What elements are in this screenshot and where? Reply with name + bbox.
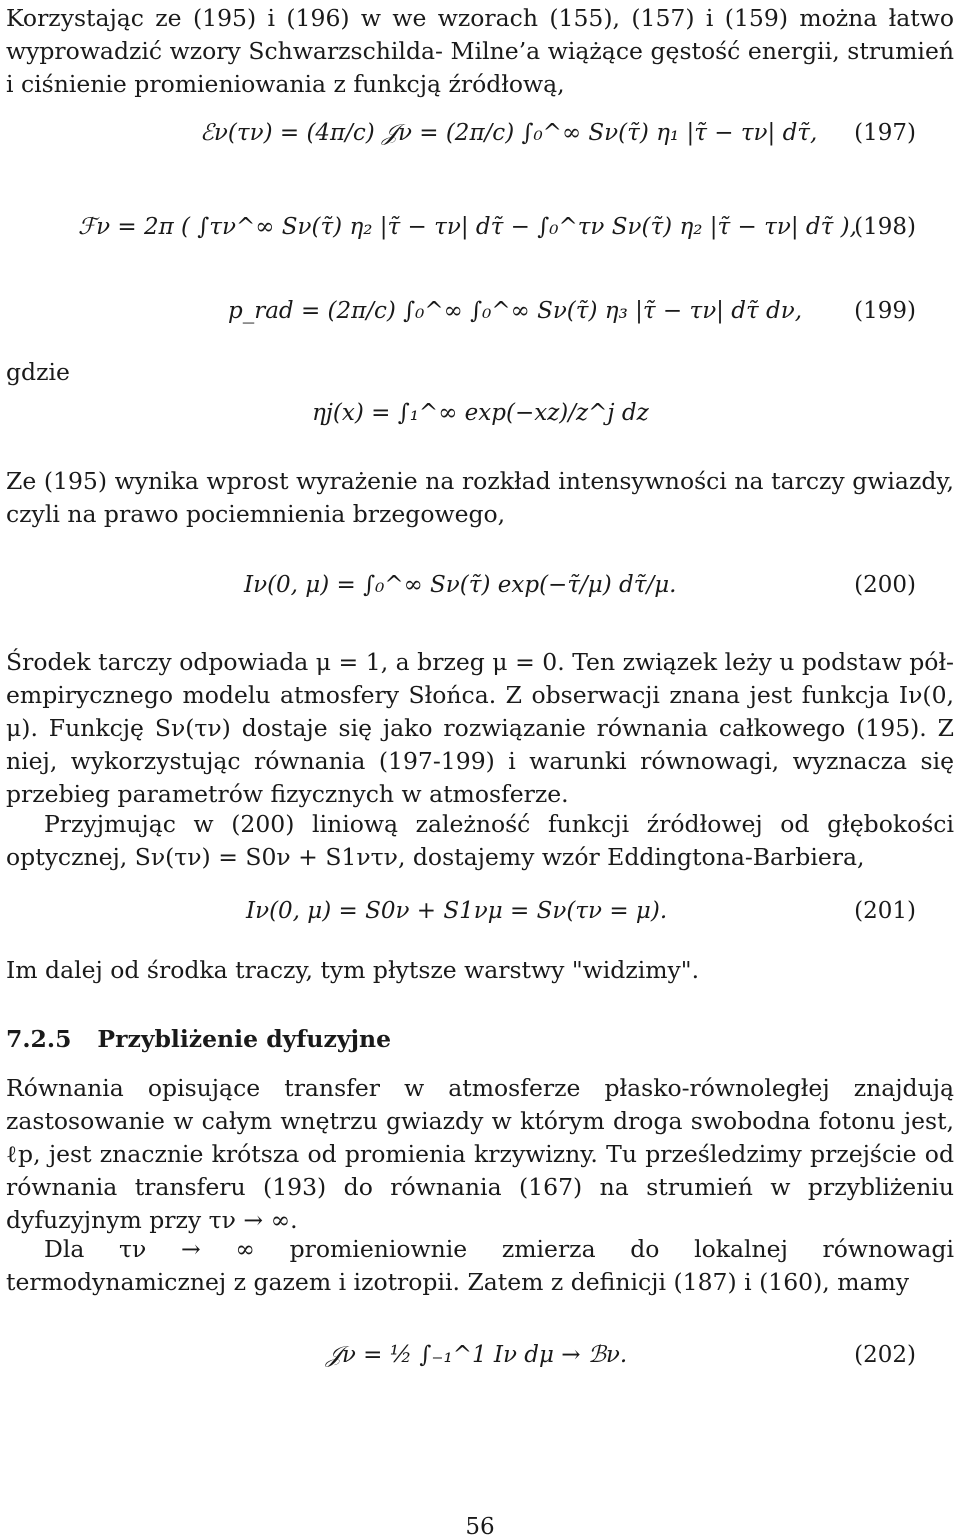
paragraph-limb-darkening: Ze (195) wynika wprost wyrażenie na rozkład intensywności na tarczy gwiazdy, czyli na prawo pociemnienia brzegowego, [6, 467, 954, 528]
page-number: 56 [465, 1514, 495, 1540]
equation-202-body: 𝒥ν = ½ ∫₋₁^1 Iν dμ → ℬν. [326, 1342, 628, 1368]
intro-paragraph: Korzystając ze (195) i (196) w we wzorach (155), (157) i (159) można łatwo wyprowadzić wzory Schwarzschilda- Milne’a wiążące gęstość energii, strumień i ciśnienie promieniowania z funkcją źródłową, [6, 4, 954, 98]
section-number: 7.2.5 [6, 1025, 72, 1053]
paragraph-eddington-barbier: Przyjmując w (200) liniową zależność funkcji źródłowej od głębokości optycznej, Sν(τν) = S0ν + S1ντν, dostajemy wzór Eddingtona-Barbiera, [6, 810, 954, 871]
paragraph-diffusion-intro: Równania opisujące transfer w atmosferze płasko-równoległej znajdują zastosowanie w całym wnętrzu gwiazdy w którym droga swobodna fotonu jest, ℓp, jest znacznie krótsza od promienia krzywizny. Tu prześledzimy przejście od równania transferu (193) do równania (167) na strumień w przybliżeniu dyfuzyjnym przy τν → ∞. [6, 1074, 954, 1234]
equation-202-number: (202) [854, 1342, 916, 1368]
equation-198-number: (198) [854, 214, 916, 240]
equation-199-number: (199) [854, 298, 916, 324]
paragraph-disk-center: Środek tarczy odpowiada μ = 1, a brzeg μ = 0. Ten związek leży u podstaw pół-empirycznego modelu atmosfery Słońca. Z obserwacji znana jest funkcja Iν(0, μ). Funkcję Sν(τν) dostaje się jako rozwiązanie równania całkowego (195). Z niej, wykorzystując równania (197-199) i warunki równowagi, wyznacza się przebieg parametrów fizycznych w atmosferze. [6, 648, 954, 808]
section-heading [6, 1025, 391, 1053]
equation-197-body: ℰν(τν) = (4π/c) 𝒥ν = (2π/c) ∫₀^∞ Sν(τ̃) η₁ |τ̃ − τν| dτ̃, [200, 120, 818, 146]
section-title: Przybliżenie dyfuzyjne [97, 1025, 392, 1053]
equation-198-body: ℱν = 2π ( ∫τν^∞ Sν(τ̃) η₂ |τ̃ − τν| dτ̃ − ∫₀^τν Sν(τ̃) η₂ |τ̃ − τν| dτ̃ ), [78, 214, 857, 240]
equation-201-body: Iν(0, μ) = S0ν + S1νμ = Sν(τν = μ). [246, 898, 668, 924]
paragraph-shallow-layers: Im dalej od środka traczy, tym płytsze warstwy "widzimy". [6, 956, 700, 984]
equation-199-body: p_rad = (2π/c) ∫₀^∞ ∫₀^∞ Sν(τ̃) η₃ |τ̃ − τν| dτ̃ dν, [228, 298, 803, 324]
paragraph-lte: Dla τν → ∞ promieniownie zmierza do lokalnej równowagi termodynamicznej z gazem i izotropii. Zatem z definicji (187) i (160), mamy [6, 1235, 954, 1296]
equation-200-number: (200) [854, 572, 916, 598]
gdzie-label: gdzie [6, 358, 70, 386]
equation-197-number: (197) [854, 120, 916, 146]
equation-200-body: Iν(0, μ) = ∫₀^∞ Sν(τ̃) exp(−τ̃/μ) dτ̃/μ. [244, 572, 677, 598]
equation-201-number: (201) [854, 898, 916, 924]
equation-eta-body: ηj(x) = ∫₁^∞ exp(−xz)/z^j dz [312, 400, 649, 426]
